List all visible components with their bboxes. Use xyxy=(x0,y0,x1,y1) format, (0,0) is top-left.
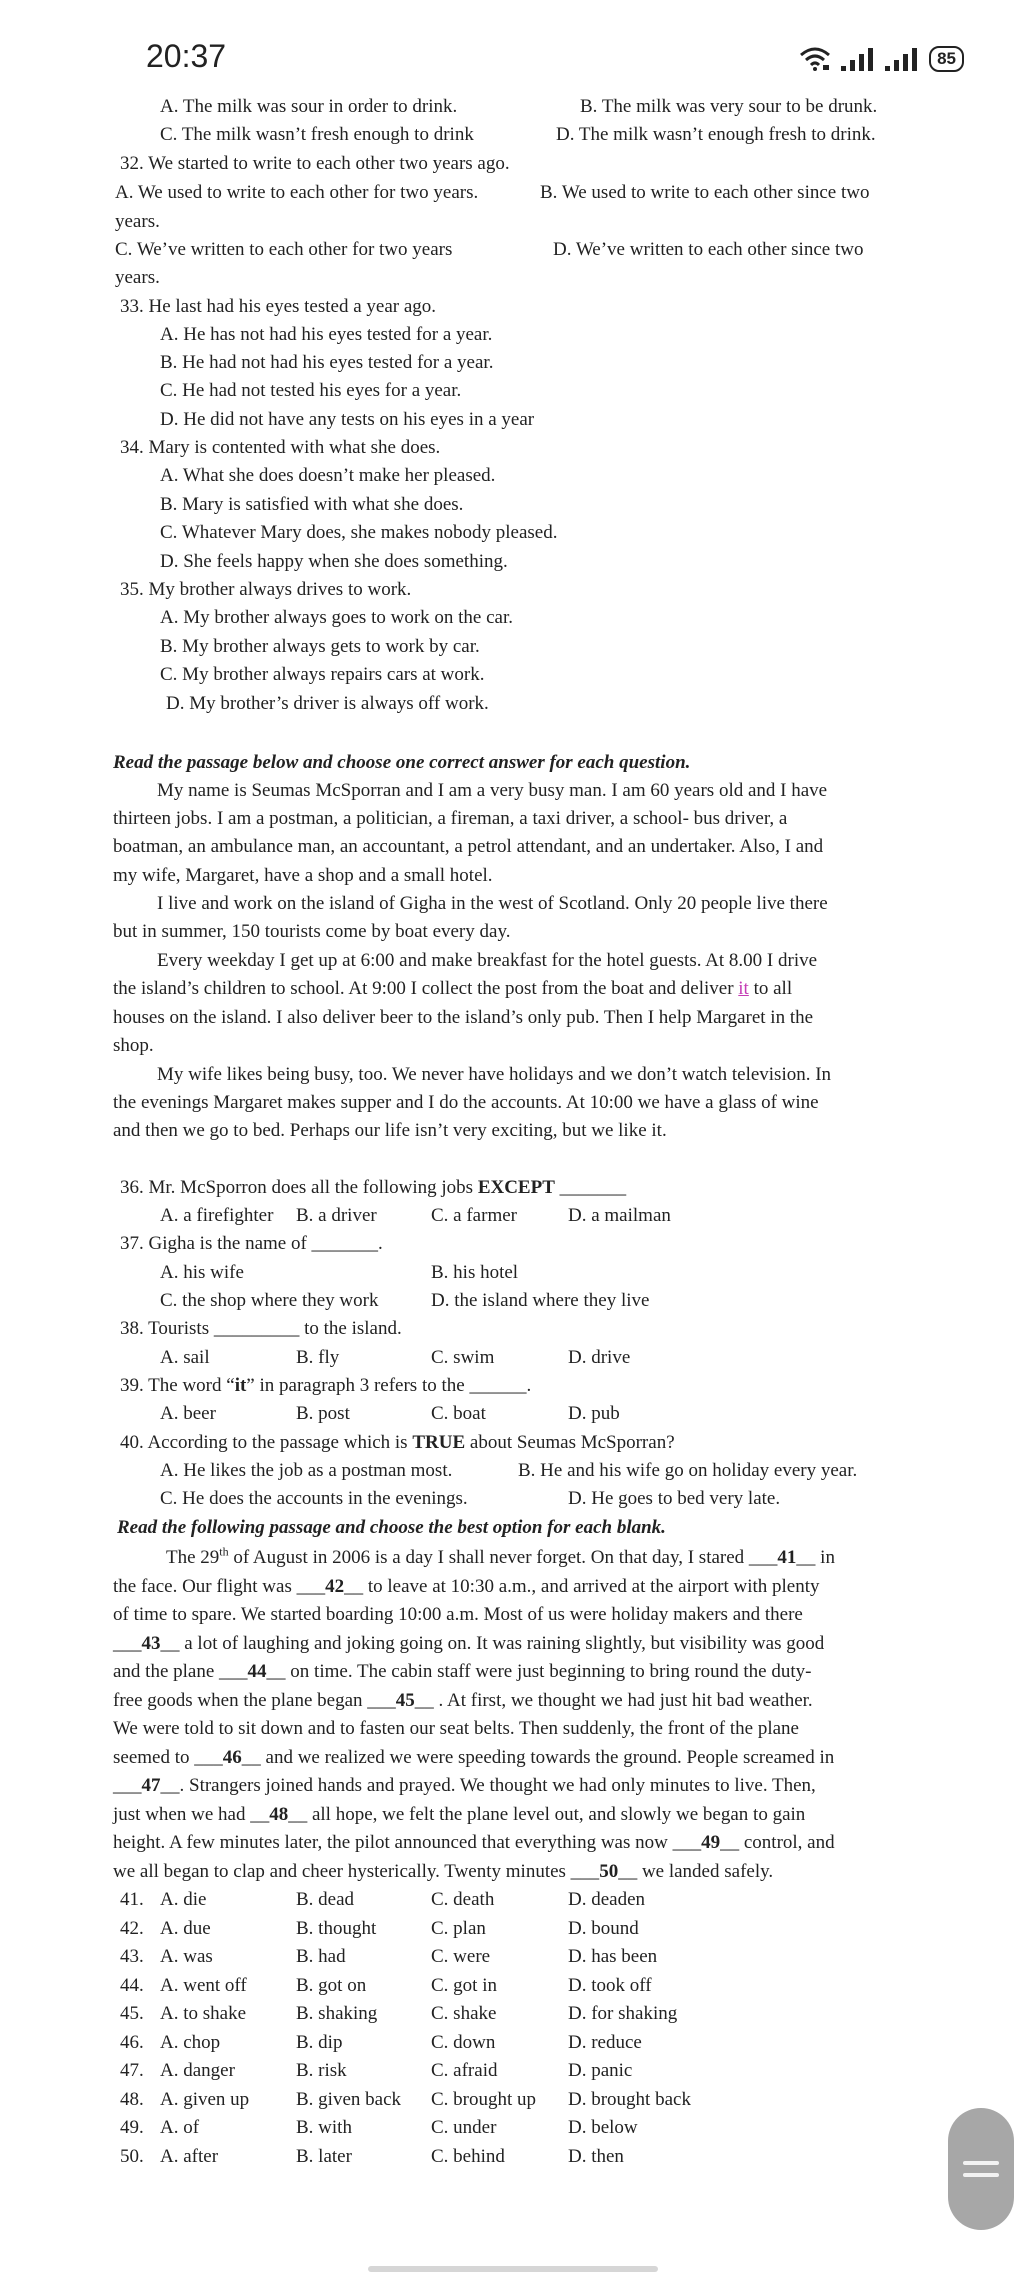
q34-option-a: A. What she does doesn’t make her pleased. xyxy=(160,465,496,486)
cloze-option-a: A. due xyxy=(160,1918,211,1939)
cloze-option-a: A. danger xyxy=(160,2060,235,2081)
q31-option-d: D. The milk wasn’t enough fresh to drink. xyxy=(556,124,876,145)
blank-48: 48 xyxy=(269,1804,289,1825)
cloze-option-number: 41. xyxy=(120,1889,144,1910)
cloze-option-d: D. bound xyxy=(568,1918,639,1939)
cloze-text: __ and we realized we were speeding towards the ground. People screamed in xyxy=(241,1747,835,1768)
cloze-text: of August in 2006 is a day I shall never forget. On that day, I stared ___ xyxy=(228,1547,778,1568)
q38-option-a: A. sail xyxy=(160,1347,210,1368)
q40-stem-text-end: about Seumas McSporran? xyxy=(465,1432,675,1453)
q40-option-c: C. He does the accounts in the evenings. xyxy=(160,1488,468,1509)
q38-option-b: B. fly xyxy=(296,1347,340,1368)
cloze-option-b: B. thought xyxy=(296,1918,377,1939)
q32-option-b-cont: years. xyxy=(115,211,160,232)
cloze-option-b: B. dip xyxy=(296,2032,343,2053)
cloze-line xyxy=(166,1545,835,1571)
q40-option-d: D. He goes to bed very late. xyxy=(568,1488,781,1509)
passage-line: I live and work on the island of Gigha in the west of Scotland. Only 20 people live there xyxy=(157,893,828,914)
cloze-option-b: B. got on xyxy=(296,1975,367,1996)
q39-stem-text-end: ” in paragraph 3 refers to the ______. xyxy=(246,1375,532,1396)
q36-option-a: A. a firefighter xyxy=(160,1205,274,1226)
q37-option-c: C. the shop where they work xyxy=(160,1290,379,1311)
cloze-text: __ control, and xyxy=(720,1832,835,1853)
cloze-option-c: C. behind xyxy=(431,2146,505,2167)
cloze-line: We were told to sit down and to fasten our seat belts. Then suddenly, the front of the plane xyxy=(113,1718,799,1739)
cloze-text: __ a lot of laughing and joking going on. It was raining slightly, but visibility was good xyxy=(160,1633,825,1654)
cloze-option-number: 50. xyxy=(120,2146,144,2167)
cloze-text: free goods when the plane began ___ xyxy=(113,1690,396,1711)
cloze-option-b: B. dead xyxy=(296,1889,355,1910)
cloze-option-d: D. below xyxy=(568,2117,638,2138)
cloze-option-number: 43. xyxy=(120,1946,144,1967)
q34-option-b: B. Mary is satisfied with what she does. xyxy=(160,494,464,515)
cloze-text: __. Strangers joined hands and prayed. We thought we had only minutes to live. Then, xyxy=(160,1775,816,1796)
q40-stem-emphasis: TRUE xyxy=(412,1432,466,1453)
passage-line: but in summer, 150 tourists come by boat every day. xyxy=(113,921,511,942)
q35-option-d: D. My brother’s driver is always off work. xyxy=(166,693,489,714)
blank-46: 46 xyxy=(222,1747,242,1768)
cloze-text: The 29 xyxy=(166,1547,220,1568)
q38-option-d: D. drive xyxy=(568,1347,631,1368)
cloze-option-d: D. brought back xyxy=(568,2089,691,2110)
q33-option-d: D. He did not have any tests on his eyes in a year xyxy=(160,409,535,430)
blank-49: 49 xyxy=(701,1832,721,1853)
q36-option-b: B. a driver xyxy=(296,1205,377,1226)
q38-stem: 38. Tourists _________ to the island. xyxy=(120,1318,402,1339)
cloze-option-c: C. shake xyxy=(431,2003,497,2024)
cloze-option-c: C. death xyxy=(431,1889,495,1910)
cloze-option-a: A. given up xyxy=(160,2089,250,2110)
passage-text: to all xyxy=(753,978,793,999)
cloze-line: of time to spare. We started boarding 10:00 a.m. Most of us were holiday makers and there xyxy=(113,1604,803,1625)
q36-stem-text: 36. Mr. McSporron does all the following jobs xyxy=(120,1177,478,1198)
cloze-option-c: C. brought up xyxy=(431,2089,537,2110)
passage-text: the island’s children to school. At 9:00 I collect the post from the boat and deliver xyxy=(113,978,739,999)
q37-option-b: B. his hotel xyxy=(431,1262,519,1283)
q33-stem: 33. He last had his eyes tested a year ago. xyxy=(120,296,437,317)
cloze-text: ___ xyxy=(113,1633,142,1654)
q35-stem: 35. My brother always drives to work. xyxy=(120,579,412,600)
cloze-option-a: A. after xyxy=(160,2146,219,2167)
passage-line: shop. xyxy=(113,1035,154,1056)
q37-option-a: A. his wife xyxy=(160,1262,244,1283)
cloze-line xyxy=(113,1745,834,1771)
cloze-text: __ . At first, we thought we had just hit bad weather. xyxy=(414,1690,813,1711)
cloze-option-number: 47. xyxy=(120,2060,144,2081)
cloze-option-d: D. deaden xyxy=(568,1889,646,1910)
q40-stem-text: 40. According to the passage which is xyxy=(120,1432,413,1453)
cloze-line xyxy=(113,1688,813,1714)
cloze-line xyxy=(113,1574,820,1600)
passage-line: My name is Seumas McSporran and I am a very busy man. I am 60 years old and I have xyxy=(157,780,828,801)
cloze-option-b: B. later xyxy=(296,2146,352,2167)
cloze-option-a: A. was xyxy=(160,1946,213,1967)
q39-option-c: C. boat xyxy=(431,1403,486,1424)
cloze-heading: Read the following passage and choose the best option for each blank. xyxy=(117,1517,666,1538)
side-panel-handle[interactable] xyxy=(948,2108,1014,2230)
passage-line: my wife, Margaret, have a shop and a small hotel. xyxy=(113,865,493,886)
cloze-option-number: 45. xyxy=(120,2003,144,2024)
q31-option-a: A. The milk was sour in order to drink. xyxy=(160,96,458,117)
passage-line: and then we go to bed. Perhaps our life isn’t very exciting, but we like it. xyxy=(113,1120,667,1141)
cloze-option-d: D. has been xyxy=(568,1946,658,1967)
cloze-option-b: B. shaking xyxy=(296,2003,378,2024)
cloze-option-d: D. then xyxy=(568,2146,624,2167)
passage-line: thirteen jobs. I am a postman, a politician, a fireman, a taxi driver, a school- bus driver, a xyxy=(113,808,788,829)
cloze-option-number: 46. xyxy=(120,2032,144,2053)
cloze-option-a: A. went off xyxy=(160,1975,247,1996)
cloze-line xyxy=(113,1802,805,1828)
cloze-text: height. A few minutes later, the pilot announced that everything was now ___ xyxy=(113,1832,702,1853)
q33-option-b: B. He had not had his eyes tested for a year. xyxy=(160,352,494,373)
q38-option-c: C. swim xyxy=(431,1347,495,1368)
cloze-option-b: B. with xyxy=(296,2117,352,2138)
passage-line: houses on the island. I also deliver beer to the island’s only pub. Then I help Margaret in the xyxy=(113,1007,814,1028)
q32-option-b: B. We used to write to each other since two xyxy=(540,182,870,203)
q39-option-d: D. pub xyxy=(568,1403,620,1424)
passage-line: Every weekday I get up at 6:00 and make breakfast for the hotel guests. At 8.00 I drive xyxy=(157,950,818,971)
cloze-option-d: D. reduce xyxy=(568,2032,642,2053)
passage-line: the evenings Margaret makes supper and I do the accounts. At 10:00 we have a glass of wine xyxy=(113,1092,819,1113)
cloze-text: ___ xyxy=(113,1775,142,1796)
q39-stem xyxy=(120,1373,531,1399)
cloze-option-a: A. die xyxy=(160,1889,207,1910)
blank-44: 44 xyxy=(247,1661,267,1682)
q36-stem-blank: _______ xyxy=(554,1177,627,1198)
cloze-option-b: B. given back xyxy=(296,2089,402,2110)
q31-option-c: C. The milk wasn’t fresh enough to drink xyxy=(160,124,474,145)
cloze-text: __ on time. The cabin staff were just beginning to bring round the duty- xyxy=(266,1661,812,1682)
q32-option-a: A. We used to write to each other for two years. xyxy=(115,182,479,203)
cloze-option-c: C. got in xyxy=(431,1975,497,1996)
cloze-option-a: A. of xyxy=(160,2117,200,2138)
cloze-option-d: D. panic xyxy=(568,2060,633,2081)
cloze-text: __ all hope, we felt the plane level out, and slowly we began to gain xyxy=(288,1804,806,1825)
blank-50: 50 xyxy=(599,1861,619,1882)
passage-line xyxy=(113,976,792,1002)
cloze-superscript: th xyxy=(219,1544,229,1559)
q33-option-c: C. He had not tested his eyes for a year. xyxy=(160,380,462,401)
battery-icon: 85 xyxy=(929,46,964,72)
q40-option-b: B. He and his wife go on holiday every year. xyxy=(518,1460,858,1481)
q36-stem-emphasis: EXCEPT xyxy=(477,1177,555,1198)
blank-47: 47 xyxy=(141,1775,161,1796)
cloze-line xyxy=(113,1859,773,1885)
status-time: 20:37 xyxy=(146,38,227,74)
cloze-line xyxy=(113,1773,816,1799)
q40-option-a: A. He likes the job as a postman most. xyxy=(160,1460,453,1481)
q32-option-d-cont: years. xyxy=(115,267,160,288)
cloze-line xyxy=(113,1659,811,1685)
q32-stem: 32. We started to write to each other two years ago. xyxy=(120,153,510,174)
q39-option-a: A. beer xyxy=(160,1403,216,1424)
blank-45: 45 xyxy=(395,1690,415,1711)
passage-line: boatman, an ambulance man, an accountant, a petrol attendant, and an undertaker. Also, I and xyxy=(113,836,824,857)
q35-option-b: B. My brother always gets to work by car. xyxy=(160,636,480,657)
q40-stem xyxy=(120,1430,675,1456)
q39-option-b: B. post xyxy=(296,1403,350,1424)
q39-stem-text: 39. The word “ xyxy=(120,1375,235,1396)
q37-stem: 37. Gigha is the name of _______. xyxy=(120,1233,383,1254)
q32-option-c: C. We’ve written to each other for two years xyxy=(115,239,453,260)
cloze-option-c: C. plan xyxy=(431,1918,486,1939)
cloze-option-d: D. for shaking xyxy=(568,2003,678,2024)
cloze-option-number: 42. xyxy=(120,1918,144,1939)
passage-line: My wife likes being busy, too. We never have holidays and we don’t watch television. In xyxy=(157,1064,832,1085)
q36-option-d: D. a mailman xyxy=(568,1205,671,1226)
highlighted-word[interactable]: it xyxy=(738,978,749,999)
cloze-option-number: 49. xyxy=(120,2117,144,2138)
cloze-text: the face. Our flight was ___ xyxy=(113,1576,326,1597)
cloze-text: we all began to clap and cheer hysterically. Twenty minutes ___ xyxy=(113,1861,600,1882)
cloze-option-c: C. afraid xyxy=(431,2060,498,2081)
cloze-option-a: A. to shake xyxy=(160,2003,247,2024)
cloze-option-c: C. under xyxy=(431,2117,497,2138)
cloze-option-number: 48. xyxy=(120,2089,144,2110)
menu-icon xyxy=(963,2173,999,2177)
q34-option-c: C. Whatever Mary does, she makes nobody pleased. xyxy=(160,522,558,543)
q32-option-d: D. We’ve written to each other since two xyxy=(553,239,864,260)
cloze-option-c: C. were xyxy=(431,1946,491,1967)
q31-option-b: B. The milk was very sour to be drunk. xyxy=(580,96,878,117)
blank-43: 43 xyxy=(141,1633,161,1654)
cloze-text: __ we landed safely. xyxy=(618,1861,774,1882)
cloze-option-b: B. risk xyxy=(296,2060,347,2081)
cloze-option-c: C. down xyxy=(431,2032,496,2053)
cloze-option-a: A. chop xyxy=(160,2032,221,2053)
q35-option-a: A. My brother always goes to work on the car. xyxy=(160,607,514,628)
cloze-text: __ to leave at 10:30 a.m., and arrived at the airport with plenty xyxy=(344,1576,820,1597)
q36-option-c: C. a farmer xyxy=(431,1205,517,1226)
menu-icon xyxy=(963,2161,999,2165)
cloze-option-b: B. had xyxy=(296,1946,346,1967)
q34-option-d: D. She feels happy when she does something. xyxy=(160,551,508,572)
cloze-option-number: 44. xyxy=(120,1975,144,1996)
q35-option-c: C. My brother always repairs cars at work. xyxy=(160,664,485,685)
q34-stem: 34. Mary is contented with what she does. xyxy=(120,437,441,458)
cloze-text: seemed to ___ xyxy=(113,1747,223,1768)
q39-stem-emphasis: it xyxy=(234,1375,247,1396)
q36-stem xyxy=(120,1175,626,1201)
blank-41: 41 xyxy=(777,1547,797,1568)
q37-option-d: D. the island where they live xyxy=(431,1290,650,1311)
cloze-text: and the plane ___ xyxy=(113,1661,248,1682)
home-indicator[interactable] xyxy=(368,2266,658,2272)
reading-heading: Read the passage below and choose one correct answer for each question. xyxy=(113,752,691,773)
blank-42: 42 xyxy=(325,1576,345,1597)
cloze-option-d: D. took off xyxy=(568,1975,652,1996)
cloze-text: just when we had __ xyxy=(113,1804,270,1825)
cloze-line xyxy=(113,1830,835,1856)
q33-option-a: A. He has not had his eyes tested for a year. xyxy=(160,324,493,345)
cloze-line xyxy=(113,1631,824,1657)
cloze-text: __ in xyxy=(796,1547,835,1568)
